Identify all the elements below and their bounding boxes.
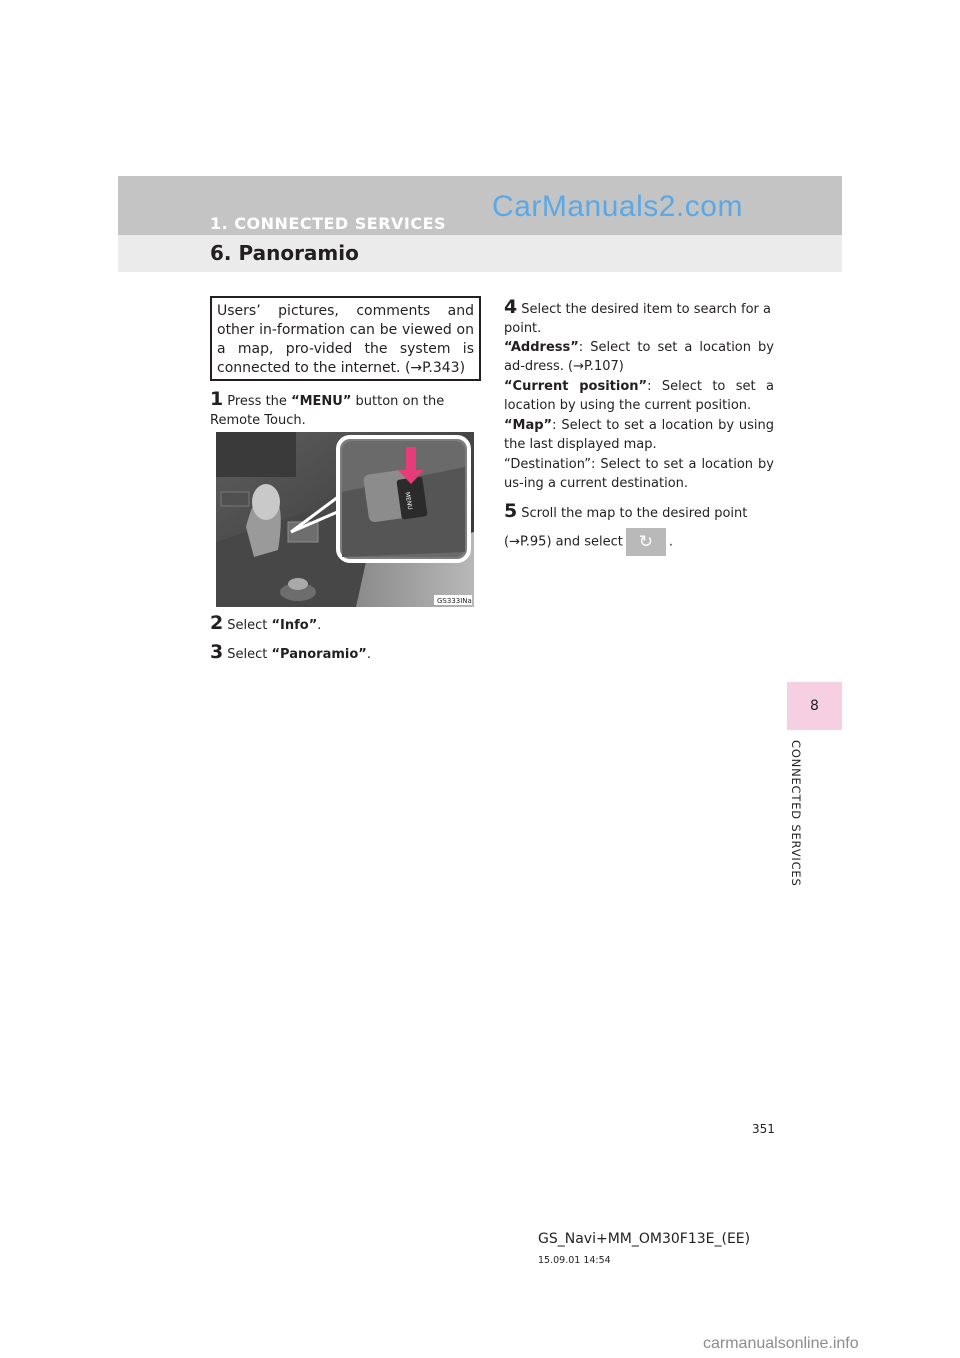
chapter-number: 8	[810, 698, 819, 714]
step-number: 2	[210, 612, 224, 634]
option-name: “Current position”	[504, 379, 648, 394]
page-title: 6. Panoramio	[210, 241, 359, 265]
option-text: : Select to set a location by using the last displayed map.	[504, 418, 774, 452]
note-box: Users’ pictures, comments and other in-formation can be viewed on a map, pro-vided the system is connected to the internet. (→P.343)	[210, 296, 481, 381]
chapter-tab	[787, 682, 842, 730]
step-bold: “Panoramio”	[271, 647, 367, 662]
option-text: “Destination”: Select to set a location by us-ing a current destination.	[504, 457, 774, 491]
step-number: 1	[210, 388, 224, 410]
refresh-icon: ↻	[626, 528, 666, 556]
document-code: GS_Navi+MM_OM30F13E_(EE)	[538, 1231, 751, 1247]
step-3	[210, 643, 481, 664]
option-destination	[504, 456, 774, 493]
option-name: “Map”	[504, 418, 553, 433]
option-text: : Select to set a location by using the current position.	[504, 379, 774, 413]
step-2	[210, 614, 481, 635]
option-address	[504, 339, 774, 376]
step-number: 4	[504, 296, 518, 318]
page-number: 351	[752, 1122, 775, 1136]
section-label: 1. CONNECTED SERVICES	[210, 214, 447, 233]
step-4	[504, 298, 774, 338]
figure-code: GS333INa	[437, 597, 472, 605]
document-timestamp: 15.09.01 14:54	[538, 1255, 611, 1266]
step-bold: “MENU”	[291, 394, 352, 409]
menu-button-label: MENU	[403, 491, 414, 511]
option-map	[504, 417, 774, 454]
step-text: Select the desired item to search for a point.	[504, 302, 771, 336]
step-text: Press the	[227, 394, 292, 409]
chapter-side-label: CONNECTED SERVICES	[789, 740, 803, 887]
step-5	[504, 497, 774, 557]
watermark-bottom: carmanualsonline.info	[703, 1335, 859, 1352]
step-number: 3	[210, 641, 224, 663]
step-text: Select	[227, 647, 272, 662]
option-current-position	[504, 378, 774, 415]
watermark-top: CarManuals2.com	[492, 190, 743, 223]
step-1	[210, 390, 481, 430]
step-text: .	[366, 647, 371, 662]
step-text: .	[668, 534, 674, 550]
step-text: Select	[227, 618, 272, 633]
step-bold: “Info”	[271, 618, 318, 633]
option-text: : Select to set a location by ad-dress. (→P.107)	[504, 340, 774, 374]
step-text: Scroll the map to the desired point (→P.95) and select	[504, 506, 748, 550]
remote-touch-photo	[216, 432, 474, 607]
step-number: 5	[504, 500, 518, 522]
step-text: button on the Remote Touch.	[210, 394, 445, 428]
option-name: “Address”	[504, 340, 579, 355]
step-text: .	[317, 618, 322, 633]
